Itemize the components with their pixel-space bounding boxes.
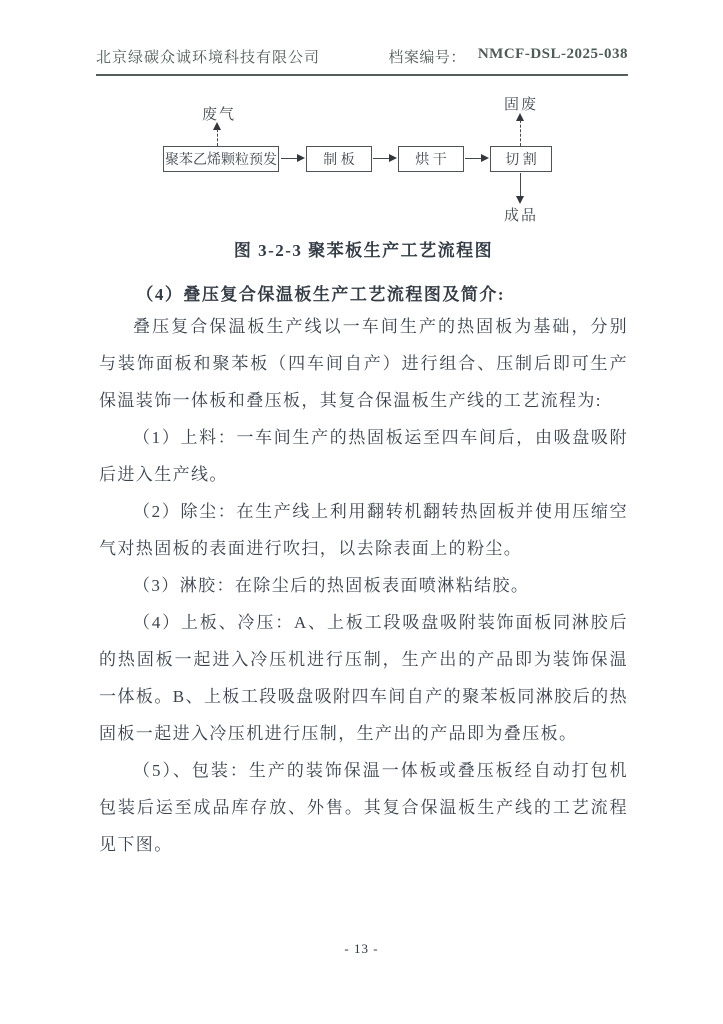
dashed-connector: [217, 129, 218, 146]
page-number: - 13 -: [344, 941, 379, 956]
waste-gas-label: 废气: [202, 107, 237, 123]
doc-reference-label: 档案编号：: [388, 50, 466, 66]
arrow-down-icon: [516, 196, 524, 204]
product-label: 成品: [504, 208, 539, 224]
document-body: [99, 238, 628, 863]
flow-step-pre-expansion: 聚苯乙烯颗粒预发: [163, 146, 279, 172]
company-name: 北京绿碳众诚环境科技有限公司: [96, 50, 321, 66]
arrow-right-icon: [297, 154, 305, 162]
flow-step-board-making: 制 板: [306, 146, 372, 172]
paragraph: （2）除尘：在生产线上利用翻转机翻转热固板并使用压缩空气对热固板的表面进行吹扫，以去除表面上的粉尘。: [99, 502, 628, 558]
paragraph: （1）上料：一车间生产的热固板运至四车间后，由吸盘吸附后进入生产线。: [99, 428, 628, 484]
flow-connector: [520, 173, 521, 197]
doc-reference-number: NMCF-DSL-2025-038: [477, 46, 628, 62]
dashed-connector: [520, 120, 521, 146]
paragraph: 叠压复合保温板生产线以一车间生产的热固板为基础，分别与装饰面板和聚苯板（四车间自产）进行组合、压制后即可生产保温装饰一体板和叠压板，其复合保温板生产线的工艺流程为:: [99, 317, 628, 410]
paragraph: （3）淋胶：在除尘后的热固板表面喷淋粘结胶。: [133, 576, 530, 595]
flow-step-drying: 烘 干: [398, 146, 464, 172]
process-flowchart: [0, 0, 723, 240]
figure-caption: 图 3-2-3 聚苯板生产工艺流程图: [233, 241, 494, 260]
paragraph: （4）上板、冷压：A、上板工段吸盘吸附装饰面板同淋胶后的热固板一起进入冷压机进行压制，生产出的产品即为装饰保温一体板。B、上板工段吸盘吸附四车间自产的聚苯板同淋胶后的热固板一起进入冷压机进行压制，生产出的产品即为叠压板。: [99, 613, 628, 743]
flow-connector: [465, 158, 482, 159]
section-heading: （4）叠压复合保温板生产工艺流程图及简介:: [136, 285, 506, 304]
flow-connector: [373, 158, 390, 159]
flow-step-cutting: 切 割: [490, 146, 552, 172]
solid-waste-label: 固废: [504, 97, 539, 113]
arrow-right-icon: [481, 154, 489, 162]
paragraph: （5）、包装：生产的装饰保温一体板或叠压板经自动打包机包装后运至成品库存放、外售。其复合保温板生产线的工艺流程见下图。: [99, 761, 628, 854]
flow-connector: [281, 158, 298, 159]
arrow-right-icon: [389, 154, 397, 162]
